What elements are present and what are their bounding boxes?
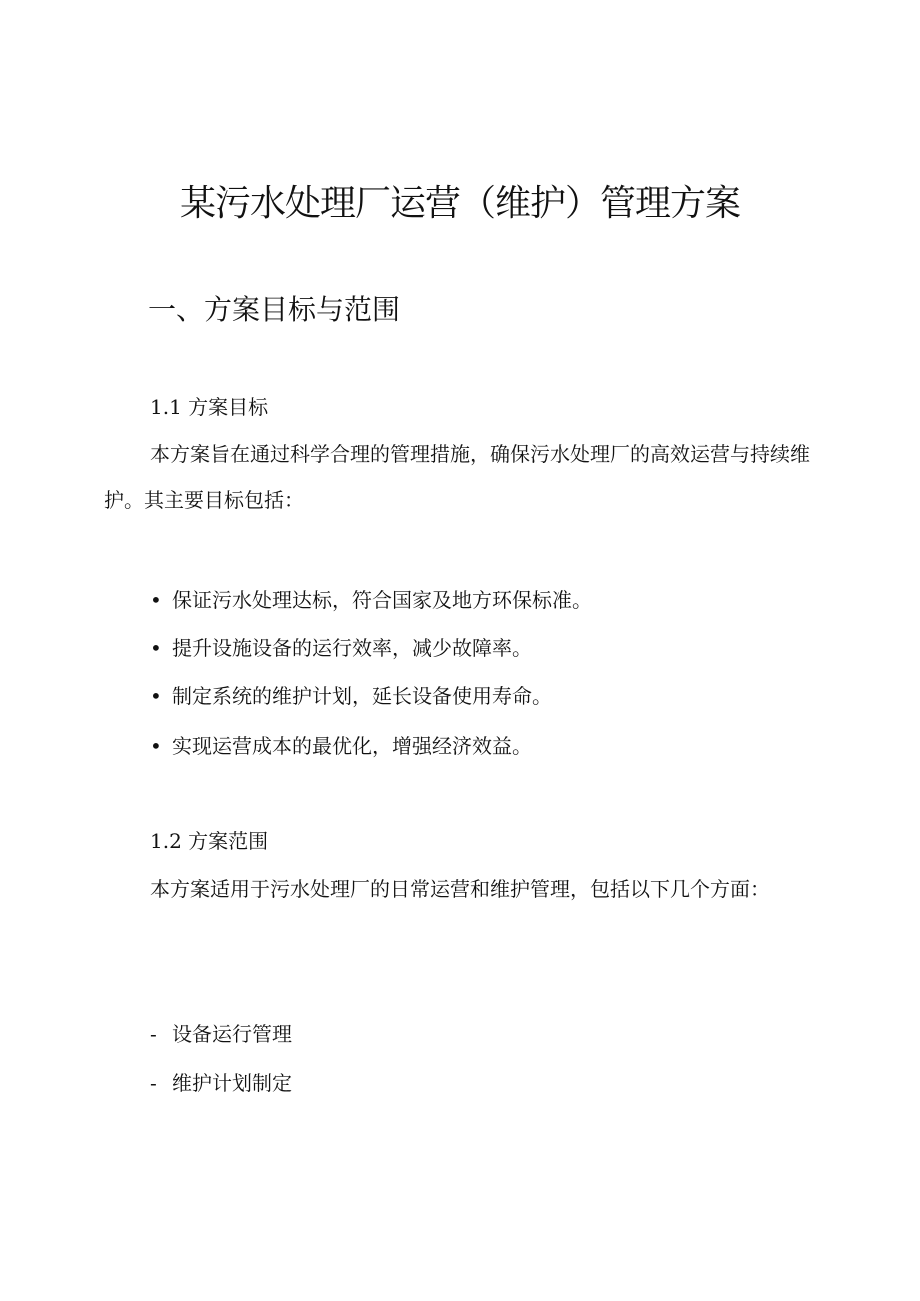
bullet-marker: •	[150, 588, 162, 612]
list-item-text: 保证污水处理达标，符合国家及地方环保标准。	[172, 588, 592, 612]
list-item	[150, 585, 592, 615]
list-item-text: 维护计划制定	[172, 1071, 292, 1095]
list-item	[150, 681, 552, 711]
list-item	[150, 1019, 292, 1049]
bullet-marker: •	[150, 684, 162, 708]
list-item	[150, 731, 532, 761]
section-heading: 一、方案目标与范围	[148, 293, 401, 326]
subsection-heading-scope: 1.2 方案范围	[150, 829, 269, 853]
list-item	[150, 1068, 292, 1098]
list-item-text: 设备运行管理	[172, 1022, 292, 1046]
list-item-text: 制定系统的维护计划，延长设备使用寿命。	[172, 684, 552, 708]
dash-marker: -	[150, 1071, 157, 1095]
bullet-marker: •	[150, 636, 162, 660]
scope-paragraph: 本方案适用于污水处理厂的日常运营和维护管理，包括以下几个方面：	[150, 877, 770, 901]
goals-paragraph: 本方案旨在通过科学合理的管理措施，确保污水处理厂的高效运营与持续维护。其主要目标包括：	[104, 442, 810, 512]
document-title: 某污水处理厂运营（维护）管理方案	[179, 183, 740, 224]
dash-marker: -	[150, 1022, 157, 1046]
list-item-text: 实现运营成本的最优化，增强经济效益。	[172, 734, 532, 758]
list-item-text: 提升设施设备的运行效率，减少故障率。	[172, 636, 532, 660]
bullet-marker: •	[150, 734, 162, 758]
list-item	[150, 633, 532, 663]
subsection-heading-goals: 1.1 方案目标	[150, 395, 269, 419]
